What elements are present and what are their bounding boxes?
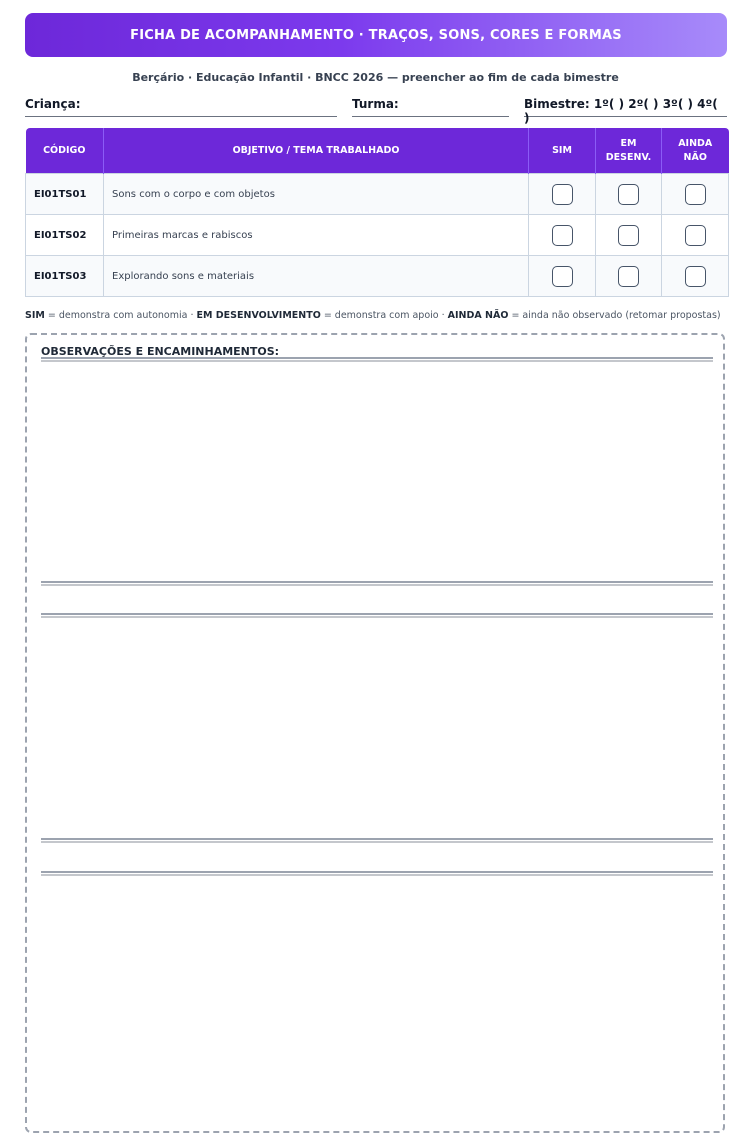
- legend-em-text: = demonstra com apoio ·: [320, 310, 448, 321]
- header-em-desenv: [596, 128, 662, 174]
- table-row: [26, 174, 729, 215]
- sim-checkbox[interactable]: [552, 184, 573, 205]
- em-desenv-checkbox[interactable]: [618, 225, 639, 246]
- observations-box[interactable]: [25, 333, 725, 1133]
- row-objective: Sons com o corpo e com objetos: [104, 174, 529, 215]
- legend-em-key: EM DESENVOLVIMENTO: [196, 310, 321, 321]
- row-objective: Explorando sons e materiais: [104, 256, 529, 297]
- row-objective: Primeiras marcas e rabiscos: [104, 215, 529, 256]
- row-code: EI01TS02: [26, 215, 104, 256]
- em-desenv-checkbox[interactable]: [618, 266, 639, 287]
- header-banner: [25, 13, 727, 57]
- legend-ainda-text: = ainda não observado (retomar propostas): [508, 310, 721, 321]
- crianca-field[interactable]: [25, 96, 337, 117]
- page-title: FICHA DE ACOMPANHAMENTO · TRAÇOS, SONS, CORES E FORMAS: [130, 27, 622, 43]
- row-code: EI01TS01: [26, 174, 104, 215]
- turma-field[interactable]: [352, 96, 509, 117]
- header-sim: SIM: [529, 128, 596, 174]
- writing-line: [41, 838, 713, 843]
- ainda-nao-checkbox[interactable]: [685, 184, 706, 205]
- header-em-desenv-line1: EM: [620, 137, 637, 149]
- ainda-nao-checkbox[interactable]: [685, 225, 706, 246]
- writing-line: [41, 613, 713, 618]
- sim-checkbox[interactable]: [552, 266, 573, 287]
- table-row: [26, 215, 729, 256]
- table-row: [26, 256, 729, 297]
- objectives-table: [25, 128, 729, 297]
- header-em-desenv-line2: DESENV.: [605, 151, 652, 163]
- row-code: EI01TS03: [26, 256, 104, 297]
- ainda-nao-checkbox[interactable]: [685, 266, 706, 287]
- legend-ainda-key: AINDA NÃO: [447, 310, 509, 321]
- legend: [25, 310, 721, 321]
- header-objetivo: OBJETIVO / TEMA TRABALHADO: [104, 128, 529, 174]
- page-subtitle: Berçário · Educação Infantil · BNCC 2026 — preencher ao fim de cada bimestre: [132, 71, 619, 84]
- observations-title: OBSERVAÇÕES E ENCAMINHAMENTOS:: [41, 345, 280, 358]
- bimestre-label: Bimestre: 1º( ) 2º( ) 3º( ) 4º( ): [524, 97, 718, 125]
- header-ainda-nao-line2: NÃO: [683, 151, 707, 163]
- writing-line: [41, 581, 713, 586]
- legend-sim-key: SIM: [25, 310, 45, 321]
- header-ainda-nao-line1: AINDA: [678, 137, 713, 149]
- crianca-label: Criança:: [25, 97, 81, 111]
- table-header-row: [26, 128, 729, 174]
- em-desenv-checkbox[interactable]: [618, 184, 639, 205]
- writing-line: [41, 871, 713, 876]
- bimestre-field[interactable]: [524, 96, 727, 125]
- header-ainda-nao: [662, 128, 729, 174]
- turma-label: Turma:: [352, 97, 399, 111]
- header-codigo: CÓDIGO: [26, 128, 104, 174]
- sim-checkbox[interactable]: [552, 225, 573, 246]
- writing-line: [41, 357, 713, 362]
- legend-sim-text: = demonstra com autonomia ·: [44, 310, 197, 321]
